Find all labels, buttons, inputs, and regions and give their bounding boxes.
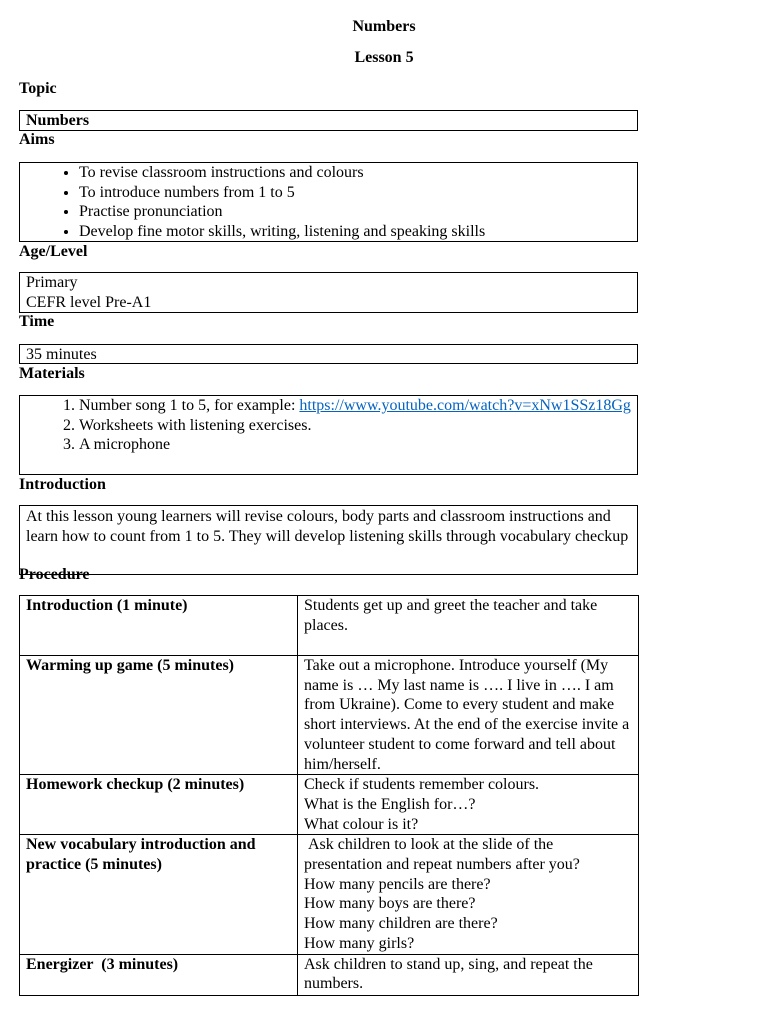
activity-cell bbox=[298, 835, 639, 954]
topic-heading: Topic bbox=[19, 80, 57, 97]
aims-heading: Aims bbox=[19, 131, 55, 148]
activity-line: How many pencils are there? bbox=[304, 875, 491, 893]
lesson-number: Lesson 5 bbox=[354, 49, 414, 66]
activity-line: What is the English for…? bbox=[304, 795, 476, 813]
table-row bbox=[20, 835, 639, 954]
age-box bbox=[19, 272, 638, 313]
procedure-heading: Procedure bbox=[19, 566, 90, 583]
table-row bbox=[20, 596, 639, 656]
activity-line: How many children are there? bbox=[304, 915, 498, 933]
activity-cell bbox=[298, 596, 639, 656]
introduction-heading: Introduction bbox=[19, 476, 106, 493]
procedure-table bbox=[19, 595, 639, 996]
table-row bbox=[20, 954, 639, 995]
activity-line: Check if students remember colours. bbox=[304, 776, 540, 794]
level-line: CEFR level Pre-A1 bbox=[26, 293, 152, 311]
activity-line: Take out a microphone. Introduce yourself (My name is … My last name is …. I live in …. I am from Ukraine). Come to every student and make short interviews. At the end of the exercise invite a volunteer student to come forward and tell about him/herself. bbox=[304, 657, 630, 773]
activity-line: Ask children to look at the slide of the presentation and repeat numbers after you? bbox=[304, 836, 580, 874]
list-item: 2. Worksheets with listening exercises. bbox=[79, 416, 631, 436]
aims-box bbox=[19, 162, 638, 242]
list-item: • Practise pronunciation bbox=[79, 202, 631, 222]
introduction-box: At this lesson young learners will revise colours, body parts and classroom instructions and learn how to count from 1 to 5. They will develop listening skills through vocabulary checkup bbox=[19, 505, 638, 575]
list-item: • Develop fine motor skills, writing, listening and speaking skills bbox=[79, 222, 631, 242]
item-text: Number song 1 to 5, for example: bbox=[79, 397, 300, 414]
stage-cell: Homework checkup (2 minutes) bbox=[20, 775, 298, 835]
youtube-link[interactable]: https://www.youtube.com/watch?v=xNw1SSz18Gg bbox=[299, 397, 631, 414]
topic-box: Numbers bbox=[19, 110, 638, 131]
materials-heading: Materials bbox=[19, 365, 85, 382]
stage-cell: Energizer (3 minutes) bbox=[20, 954, 298, 995]
activity-line: How many boys are there? bbox=[304, 895, 476, 913]
activity-cell bbox=[298, 954, 639, 995]
activity-cell bbox=[298, 656, 639, 775]
time-heading: Time bbox=[19, 313, 55, 330]
table-row bbox=[20, 775, 639, 835]
activity-cell bbox=[298, 775, 639, 835]
list-item: • To revise classroom instructions and colours bbox=[79, 163, 631, 183]
activity-line: Ask children to stand up, sing, and repeat the numbers. bbox=[304, 955, 593, 993]
stage-cell: Warming up game (5 minutes) bbox=[20, 656, 298, 775]
time-box: 35 minutes bbox=[19, 344, 638, 364]
age-line: Primary bbox=[26, 274, 78, 291]
list-item bbox=[79, 396, 631, 416]
list-item: • To introduce numbers from 1 to 5 bbox=[79, 183, 631, 203]
activity-line: Students get up and greet the teacher and take places. bbox=[304, 597, 598, 634]
materials-box bbox=[19, 395, 638, 475]
materials-list bbox=[26, 396, 631, 455]
stage-cell: Introduction (1 minute) bbox=[20, 596, 298, 656]
activity-line: What colour is it? bbox=[304, 815, 419, 833]
list-item: 3. A microphone bbox=[79, 435, 631, 455]
stage-cell: New vocabulary introduction and practice (5 minutes) bbox=[20, 835, 298, 954]
document-title: Numbers bbox=[352, 18, 416, 35]
activity-line: How many girls? bbox=[304, 934, 415, 952]
table-row bbox=[20, 656, 639, 775]
aims-list bbox=[26, 163, 631, 242]
age-heading: Age/Level bbox=[19, 243, 88, 260]
